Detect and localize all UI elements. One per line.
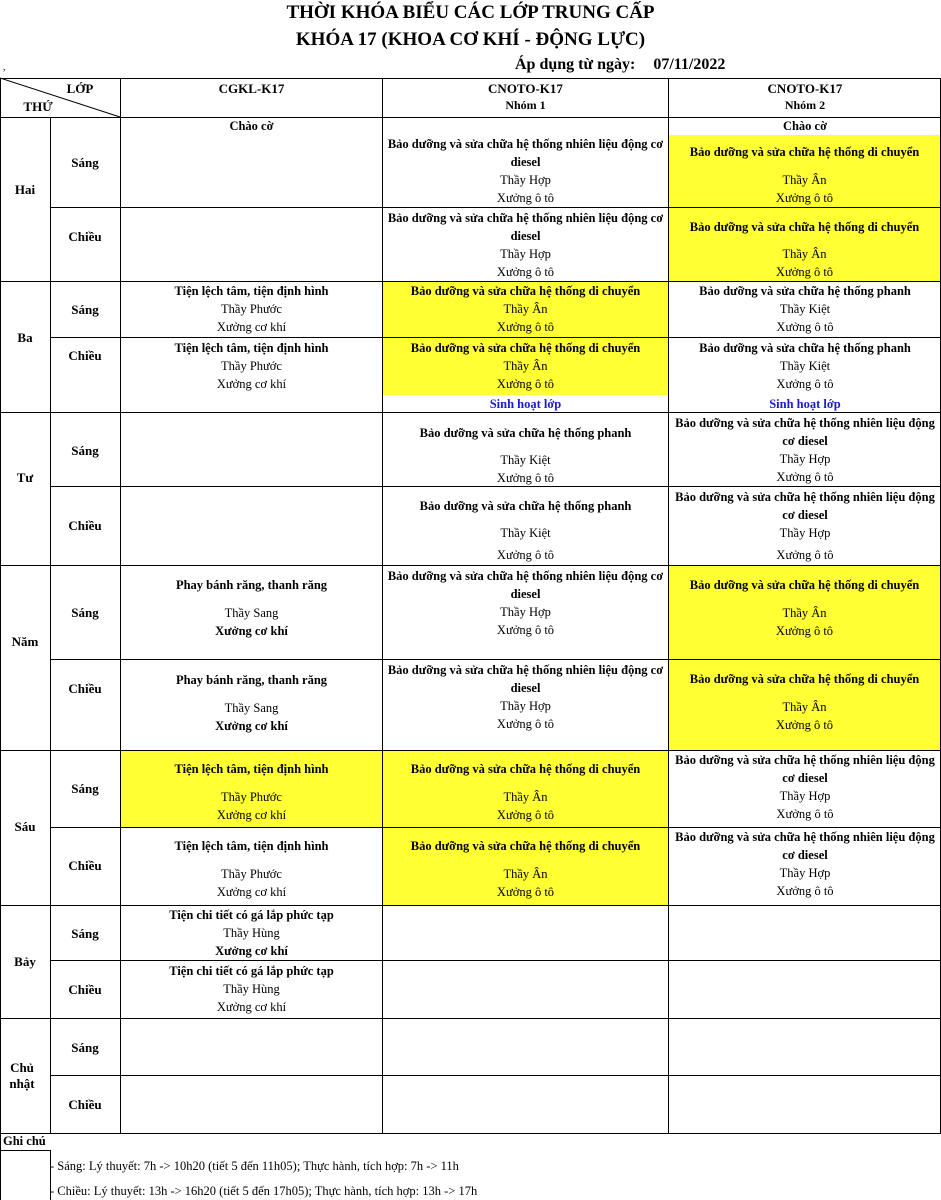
teacher: Thầy Ân [782, 173, 827, 187]
teacher: Thầy Sang [224, 606, 279, 620]
subject: Bảo dưỡng và sửa chữa hệ thống di chuyển [689, 672, 920, 686]
room: Xưởng ô tô [496, 885, 555, 899]
schedule-cell [383, 567, 668, 659]
room: Xưởng ô tô [496, 191, 555, 205]
title-line-1: THỜI KHÓA BIỂU CÁC LỚP TRUNG CẤP [286, 2, 655, 23]
schedule-cell [383, 338, 668, 395]
session-label: Chiều [68, 348, 102, 363]
header-col3 [669, 80, 941, 114]
subject: Bảo dưỡng và sửa chữa hệ thống nhiên liệu động cơ diesel [387, 663, 664, 695]
teacher: Thầy Hùng [223, 926, 280, 940]
session-label: Chiều [68, 518, 102, 533]
schedule-cell [383, 282, 668, 337]
room: Xưởng ô tô [776, 377, 834, 391]
schedule-cell [121, 282, 382, 337]
schedule-cell [383, 661, 668, 750]
session-label: Chiều [68, 1097, 102, 1112]
class-meeting-cell [669, 395, 941, 412]
room: Xưởng ô tô [776, 470, 834, 484]
schedule-cell [121, 962, 382, 1018]
schedule-cell [383, 497, 668, 565]
teacher: Thầy Hợp [779, 789, 831, 803]
room: Xưởng ô tô [776, 548, 834, 562]
subject: Tiện chi tiết có gá lắp phức tạp [169, 908, 334, 922]
session-label: Sáng [71, 926, 99, 941]
teacher: Thầy Hợp [500, 699, 551, 713]
subject: Tiện lệch tâm, tiện định hình [174, 341, 329, 355]
teacher: Thầy Ân [503, 867, 548, 881]
teacher: Thầy Hợp [779, 452, 831, 466]
session-label: Chiều [68, 982, 102, 997]
subject: Bảo dưỡng và sửa chữa hệ thống nhiên liệu động cơ diesel [387, 137, 664, 169]
day-label: Hai [14, 182, 36, 197]
room: Xưởng ô tô [776, 320, 834, 334]
room: Xưởng ô tô [776, 884, 834, 898]
room: Xưởng ô tô [496, 717, 555, 731]
subject: Bảo dưỡng và sửa chữa hệ thống di chuyển [410, 341, 641, 355]
header-lop: LỚP [66, 81, 94, 96]
subject: Tiện chi tiết có gá lắp phức tạp [169, 964, 334, 978]
room: Xưởng ô tô [496, 623, 555, 637]
header-col2-group: Nhóm 1 [505, 98, 546, 112]
schedule-cell [121, 576, 382, 659]
room: Xưởng cơ khí [216, 1000, 287, 1014]
room: Xưởng ô tô [496, 548, 555, 562]
class-meeting-link[interactable]: Sinh hoạt lớp [489, 397, 562, 411]
schedule-cell [669, 488, 941, 565]
teacher: Thầy Ân [782, 247, 827, 261]
subject: Bảo dưỡng và sửa chữa hệ thống nhiên liệu động cơ diesel [675, 830, 935, 862]
teacher: Thầy Ân [503, 790, 548, 804]
subject: Bảo dưỡng và sửa chữa hệ thống phanh [419, 499, 632, 513]
subject: Bảo dưỡng và sửa chữa hệ thống phanh [419, 426, 632, 440]
ceremony-label: Chào cờ [229, 119, 274, 133]
room: Xưởng cơ khí [216, 377, 287, 391]
room: Xưởng ô tô [775, 191, 834, 205]
notes-label: Ghi chú [3, 1134, 46, 1148]
note-afternoon: - Chiều: Lý thuyết: 13h -> 16h20 (tiết 5 đến 17h05); Thực hành, tích hợp: 13h -> 17h [50, 1184, 478, 1198]
room: Xưởng ô tô [775, 265, 834, 279]
subject: Bảo dưỡng và sửa chữa hệ thống di chuyển [410, 839, 641, 853]
header-col3-group: Nhóm 2 [784, 98, 826, 112]
teacher: Thầy Hợp [500, 247, 551, 261]
schedule-cell [669, 282, 941, 337]
room: Xưởng cơ khí [216, 320, 287, 334]
session-label: Sáng [71, 302, 99, 317]
schedule-cell [383, 135, 668, 207]
subject: Tiện lệch tâm, tiện định hình [174, 284, 329, 298]
teacher: Thầy Phước [221, 302, 282, 316]
teacher: Thầy Hợp [779, 866, 831, 880]
apply-date: 07/11/2022 [653, 56, 726, 73]
teacher: Thầy Hợp [500, 605, 551, 619]
schedule-cell [669, 117, 941, 135]
subject: Bảo dưỡng và sửa chữa hệ thống nhiên liệu động cơ diesel [387, 569, 664, 601]
subject: Bảo dưỡng và sửa chữa hệ thống di chuyển [689, 578, 920, 592]
teacher: Thầy Ân [782, 606, 827, 620]
apply-label: Áp dụng từ ngày: [515, 56, 636, 73]
subject: Bảo dưỡng và sửa chữa hệ thống di chuyển [689, 220, 920, 234]
subject: Bảo dưỡng và sửa chữa hệ thống di chuyển [410, 284, 641, 298]
teacher: Thầy Kiệt [779, 302, 831, 316]
room: Xưởng ô tô [496, 377, 555, 391]
teacher: Thầy Phước [221, 790, 282, 804]
session-label: Sáng [71, 781, 99, 796]
schedule-cell [669, 208, 940, 281]
teacher: Thầy Phước [221, 359, 282, 373]
schedule-cell [121, 339, 382, 395]
schedule-cell [669, 660, 940, 750]
header-col3-class: CNOTO-K17 [767, 81, 843, 96]
schedule-cell [383, 828, 668, 905]
schedule-cell [121, 751, 382, 827]
day-label: Năm [11, 634, 39, 649]
schedule-cell [669, 339, 941, 395]
teacher: Thầy Ân [782, 700, 827, 714]
teacher: Thầy Kiệt [779, 359, 831, 373]
session-label: Chiều [68, 681, 102, 696]
subject: Bảo dưỡng và sửa chữa hệ thống nhiên liệu động cơ diesel [675, 753, 935, 785]
schedule-cell [669, 751, 941, 827]
subject: Tiện lệch tâm, tiện định hình [174, 762, 329, 776]
subject: Bảo dưỡng và sửa chữa hệ thống nhiên liệu động cơ diesel [387, 211, 664, 243]
subject: Phay bánh răng, thanh răng [175, 673, 328, 687]
day-label: Ba [17, 330, 33, 345]
day-label: Tư [16, 470, 34, 485]
room: Xưởng ô tô [496, 265, 555, 279]
schedule-cell [121, 117, 382, 207]
schedule-cell [383, 424, 668, 486]
room: Xưởng cơ khí [215, 624, 288, 638]
teacher: Thầy Hợp [779, 526, 831, 540]
teacher: Thầy Kiệt [500, 453, 551, 467]
schedule-cell [121, 837, 382, 905]
class-meeting-cell [383, 395, 668, 412]
subject: Bảo dưỡng và sửa chữa hệ thống nhiên liệu động cơ diesel [675, 416, 935, 448]
subject: Bảo dưỡng và sửa chữa hệ thống nhiên liệu động cơ diesel [675, 490, 935, 522]
teacher: Thầy Ân [503, 302, 548, 316]
teacher: Thầy Phước [221, 867, 282, 881]
session-label: Sáng [71, 155, 99, 170]
teacher: Thầy Ân [503, 359, 548, 373]
header-col1: CGKL-K17 [218, 81, 285, 96]
session-label: Chiều [68, 229, 102, 244]
header-col2 [383, 80, 668, 114]
room: Xưởng cơ khí [215, 944, 288, 958]
note-morning: - Sáng: Lý thuyết: 7h -> 10h20 (tiết 5 đến 11h05); Thực hành, tích hợp: 7h -> 11h [50, 1159, 459, 1173]
class-meeting-link[interactable]: Sinh hoạt lớp [769, 397, 841, 411]
teacher: Thầy Sang [224, 701, 279, 715]
subject: Phay bánh răng, thanh răng [175, 578, 328, 592]
room: Xưởng ô tô [775, 718, 834, 732]
session-label: Sáng [71, 605, 99, 620]
subject: Bảo dưỡng và sửa chữa hệ thống phanh [699, 284, 911, 298]
schedule-cell [669, 828, 941, 905]
room: Xưởng ô tô [775, 624, 834, 638]
teacher: Thầy Kiệt [500, 526, 551, 540]
schedule-cell [669, 135, 940, 207]
room: Xưởng cơ khí [216, 885, 287, 899]
day-label: Chủ nhật [9, 1060, 35, 1091]
subject: Bảo dưỡng và sửa chữa hệ thống di chuyển [689, 145, 920, 159]
subject: Bảo dưỡng và sửa chữa hệ thống phanh [699, 341, 911, 355]
stray-mark: , [3, 62, 6, 73]
room: Xưởng ô tô [496, 471, 555, 485]
title-line-2: KHÓA 17 (KHOA CƠ KHÍ - ĐỘNG LỰC) [295, 29, 646, 50]
schedule-cell [121, 671, 382, 750]
subject: Tiện lệch tâm, tiện định hình [174, 839, 329, 853]
schedule-cell [383, 751, 668, 827]
room: Xưởng cơ khí [216, 808, 287, 822]
room: Xưởng ô tô [776, 807, 834, 821]
session-label: Sáng [71, 443, 99, 458]
day-label: Bảy [14, 954, 36, 969]
room: Xưởng cơ khí [215, 719, 288, 733]
teacher: Thầy Hùng [223, 982, 280, 996]
schedule-cell [669, 566, 940, 659]
schedule-cell [121, 906, 382, 960]
subject: Bảo dưỡng và sửa chữa hệ thống di chuyển [410, 762, 641, 776]
schedule-cell [669, 414, 941, 486]
header-thu: THỨ [23, 99, 53, 114]
header-col2-class: CNOTO-K17 [488, 81, 563, 96]
ceremony-label: Chào cờ [782, 119, 828, 133]
day-label: Sáu [14, 819, 36, 834]
room: Xưởng ô tô [496, 808, 555, 822]
session-label: Chiều [68, 858, 102, 873]
teacher: Thầy Hợp [500, 173, 551, 187]
room: Xưởng ô tô [496, 320, 555, 334]
session-label: Sáng [71, 1040, 99, 1055]
schedule-cell [383, 209, 668, 281]
